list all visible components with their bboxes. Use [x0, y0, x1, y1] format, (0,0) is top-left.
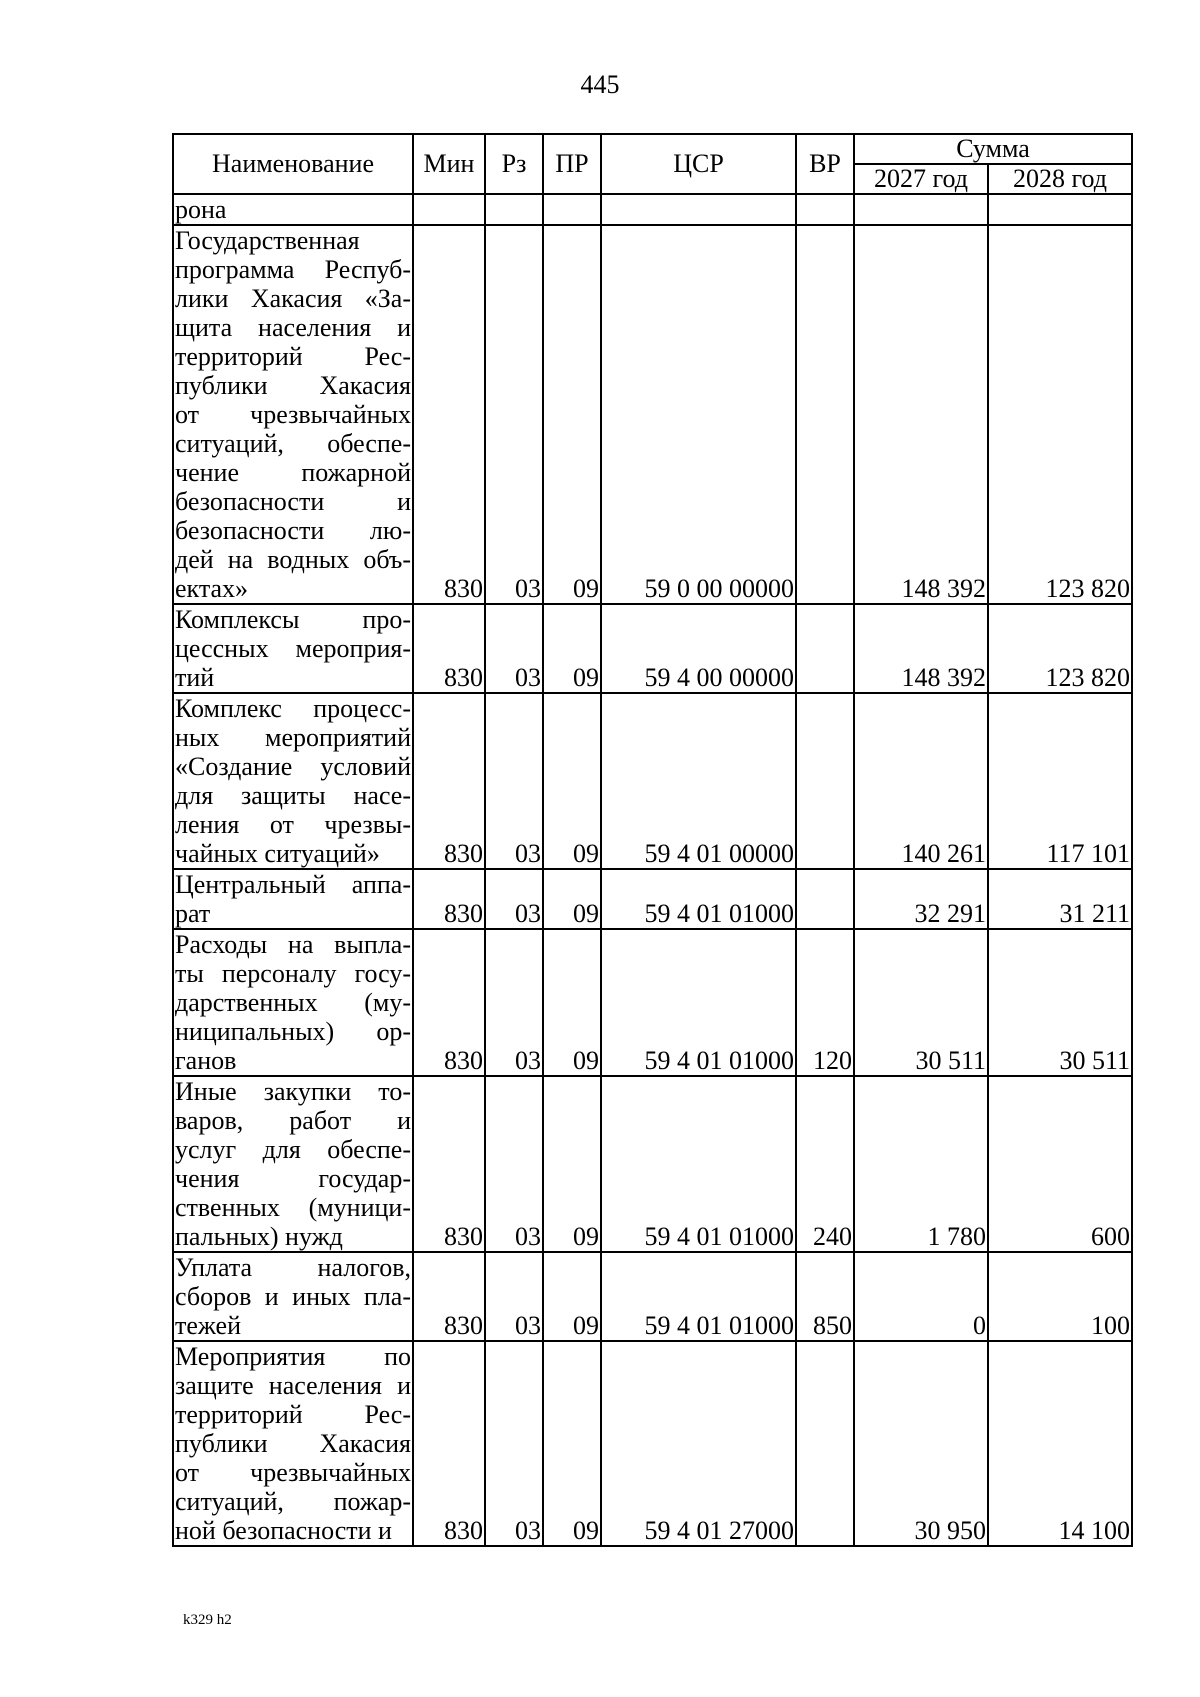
row-name-line: ты персоналу госу- — [175, 959, 411, 988]
row-name-line: Комплексы про- — [175, 605, 411, 634]
row-min: 830 — [413, 225, 485, 604]
row-pr: 09 — [543, 225, 601, 604]
row-amount-2028: 600 — [988, 1076, 1132, 1252]
header-vr: ВР — [796, 134, 854, 194]
row-amount-2028: 123 820 — [988, 604, 1132, 693]
row-amount-2028: 14 100 — [988, 1341, 1132, 1546]
row-name-line: Мероприятия по — [175, 1342, 411, 1371]
row-name-line: «Создание условий — [175, 752, 411, 781]
row-pr: 09 — [543, 929, 601, 1076]
row-name-line: лики Хакасия «За- — [175, 284, 411, 313]
table-row — [173, 869, 1132, 929]
row-name-line: ственных (муници- — [175, 1193, 411, 1222]
row-csr: 59 4 01 27000 — [601, 1341, 796, 1546]
row-name — [173, 1076, 413, 1252]
row-amount-2027 — [854, 194, 988, 225]
table-header — [173, 134, 1132, 194]
row-amount-2028: 30 511 — [988, 929, 1132, 1076]
row-name — [173, 693, 413, 869]
row-rz: 03 — [485, 1252, 543, 1341]
row-amount-2027: 0 — [854, 1252, 988, 1341]
row-min: 830 — [413, 929, 485, 1076]
row-name — [173, 604, 413, 693]
row-csr: 59 0 00 00000 — [601, 225, 796, 604]
row-name-line: безопасности лю- — [175, 516, 411, 545]
row-name-line: Комплекс процесс- — [175, 694, 411, 723]
row-vr — [796, 604, 854, 693]
row-amount-2028: 117 101 — [988, 693, 1132, 869]
row-pr: 09 — [543, 693, 601, 869]
row-amount-2027: 148 392 — [854, 225, 988, 604]
row-min: 830 — [413, 693, 485, 869]
header-rz: Рз — [485, 134, 543, 194]
row-min: 830 — [413, 1252, 485, 1341]
row-name-line: тежей — [175, 1311, 241, 1340]
row-name — [173, 869, 413, 929]
row-amount-2027: 148 392 — [854, 604, 988, 693]
row-amount-2028: 123 820 — [988, 225, 1132, 604]
row-name-line: для защиты насе- — [175, 781, 411, 810]
table-row — [173, 194, 1132, 225]
row-pr: 09 — [543, 1252, 601, 1341]
row-csr: 59 4 01 01000 — [601, 1076, 796, 1252]
row-name-line: чение пожарной — [175, 458, 411, 487]
row-name-line: Центральный аппа- — [175, 870, 411, 899]
row-rz: 03 — [485, 693, 543, 869]
row-amount-2028: 100 — [988, 1252, 1132, 1341]
table-row — [173, 1076, 1132, 1252]
row-name-line: ситуаций, обеспе- — [175, 429, 411, 458]
row-min: 830 — [413, 1341, 485, 1546]
row-pr: 09 — [543, 1076, 601, 1252]
row-name-line: ниципальных) ор- — [175, 1017, 411, 1046]
row-name-line: рона — [175, 195, 227, 224]
row-name-line: от чрезвычайных — [175, 1458, 411, 1487]
table-row — [173, 693, 1132, 869]
row-vr: 850 — [796, 1252, 854, 1341]
row-pr: 09 — [543, 1341, 601, 1546]
row-name-line: программа Респуб- — [175, 255, 411, 284]
row-csr: 59 4 01 01000 — [601, 1252, 796, 1341]
row-name-line: ных мероприятий — [175, 723, 411, 752]
row-min — [413, 194, 485, 225]
row-vr — [796, 693, 854, 869]
row-vr: 120 — [796, 929, 854, 1076]
row-rz: 03 — [485, 869, 543, 929]
row-name-line: чайных ситуаций» — [175, 839, 380, 868]
row-name-line: ситуаций, пожар- — [175, 1487, 411, 1516]
row-min: 830 — [413, 1076, 485, 1252]
row-name-line: чения государ- — [175, 1164, 411, 1193]
row-name-line: рат — [175, 899, 211, 928]
row-name-line: публики Хакасия — [175, 371, 411, 400]
row-vr — [796, 1341, 854, 1546]
row-name-line: безопасности и — [175, 487, 411, 516]
header-min: Мин — [413, 134, 485, 194]
row-name-line: публики Хакасия — [175, 1429, 411, 1458]
row-name-line: щита населения и — [175, 313, 411, 342]
row-amount-2027: 30 511 — [854, 929, 988, 1076]
row-name — [173, 225, 413, 604]
row-min: 830 — [413, 604, 485, 693]
row-pr — [543, 194, 601, 225]
row-rz: 03 — [485, 604, 543, 693]
row-rz — [485, 194, 543, 225]
row-name-line: услуг для обеспе- — [175, 1135, 411, 1164]
row-name-line: тий — [175, 663, 215, 692]
row-name — [173, 194, 413, 225]
row-name-line: ления от чрезвы- — [175, 810, 411, 839]
row-name-line: ектах» — [175, 574, 249, 603]
row-amount-2028: 31 211 — [988, 869, 1132, 929]
row-pr: 09 — [543, 869, 601, 929]
row-csr: 59 4 01 01000 — [601, 869, 796, 929]
row-amount-2027: 1 780 — [854, 1076, 988, 1252]
header-year-2027: 2027 год — [854, 164, 988, 194]
row-amount-2027: 30 950 — [854, 1341, 988, 1546]
row-name-line: Расходы на выпла- — [175, 930, 411, 959]
row-name-line: Уплата налогов, — [175, 1253, 411, 1282]
row-rz: 03 — [485, 1341, 543, 1546]
header-year-2028: 2028 год — [988, 164, 1132, 194]
row-name-line: пальных) нужд — [175, 1222, 343, 1251]
row-rz: 03 — [485, 929, 543, 1076]
row-pr: 09 — [543, 604, 601, 693]
row-rz: 03 — [485, 1076, 543, 1252]
table-body — [173, 194, 1132, 1546]
row-name-line: сборов и иных пла- — [175, 1282, 411, 1311]
row-rz: 03 — [485, 225, 543, 604]
row-name-line: ганов — [175, 1046, 237, 1075]
row-csr: 59 4 01 00000 — [601, 693, 796, 869]
row-amount-2027: 140 261 — [854, 693, 988, 869]
row-vr: 240 — [796, 1076, 854, 1252]
table-row — [173, 225, 1132, 604]
row-name-line: варов, работ и — [175, 1106, 411, 1135]
row-name-line: территорий Рес- — [175, 1400, 411, 1429]
budget-table — [172, 133, 1133, 1547]
page-number: 445 — [580, 70, 620, 99]
row-name-line: от чрезвычайных — [175, 400, 411, 429]
header-sum: Сумма — [854, 134, 1132, 164]
footer-code: k329 h2 — [183, 1612, 232, 1628]
row-csr: 59 4 01 01000 — [601, 929, 796, 1076]
row-amount-2028 — [988, 194, 1132, 225]
row-vr — [796, 194, 854, 225]
row-amount-2027: 32 291 — [854, 869, 988, 929]
row-name — [173, 1252, 413, 1341]
row-vr — [796, 869, 854, 929]
row-csr — [601, 194, 796, 225]
row-name-line: цессных мероприя- — [175, 634, 411, 663]
row-name-line: Иные закупки то- — [175, 1077, 411, 1106]
header-pr: ПР — [543, 134, 601, 194]
table-row — [173, 1252, 1132, 1341]
row-name-line: Государственная — [175, 226, 360, 255]
row-name-line: территорий Рес- — [175, 342, 411, 371]
row-name — [173, 929, 413, 1076]
table-row — [173, 1341, 1132, 1546]
row-vr — [796, 225, 854, 604]
row-name-line: защите населения и — [175, 1371, 411, 1400]
row-min: 830 — [413, 869, 485, 929]
row-name-line: ной безопасности и — [175, 1516, 392, 1545]
row-name-line: дей на водных объ- — [175, 545, 411, 574]
table-row — [173, 929, 1132, 1076]
row-name — [173, 1341, 413, 1546]
row-name-line: дарственных (му- — [175, 988, 411, 1017]
header-name: Наименование — [173, 134, 413, 194]
row-csr: 59 4 00 00000 — [601, 604, 796, 693]
table-row — [173, 604, 1132, 693]
header-csr: ЦСР — [601, 134, 796, 194]
